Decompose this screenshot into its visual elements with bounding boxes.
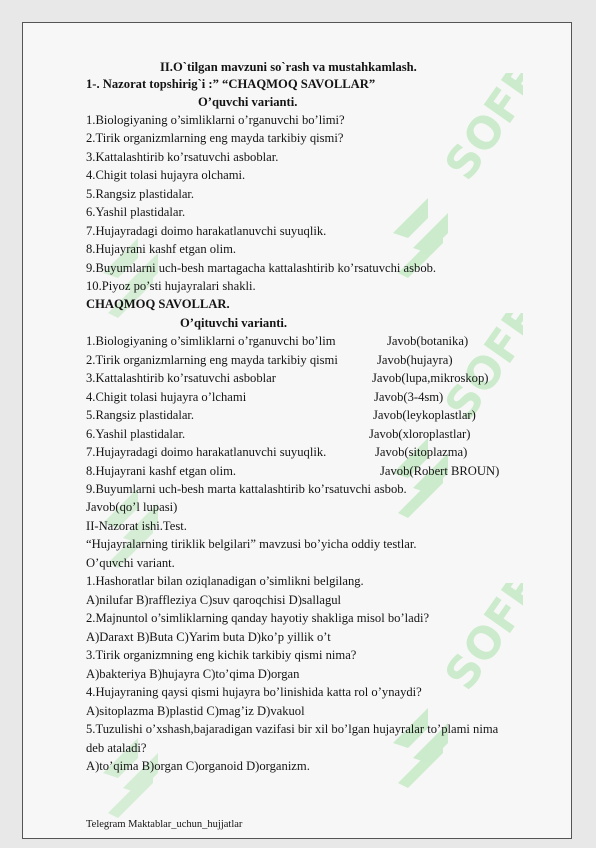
question-line: 7.Hujayradagi doimo harakatlanuvchi suyuqlik. [86,224,327,238]
watermark-logo [373,73,523,313]
footer-text: Telegram Maktablar_uchun_hujjatlar [86,819,243,830]
teacher-question: 8.Hujayrani kashf etgan olim. [86,464,237,478]
question-line: 6.Yashil plastidalar. [86,205,186,219]
test-line: 4.Hujayraning qaysi qismi hujayra bo’linishida katta rol o’ynaydi? [86,685,422,699]
question-line: 3.Kattalashtirib ko’rsatuvchi asboblar. [86,150,279,164]
teacher-answer: Javob(sitoplazma) [375,445,468,459]
test-topic: “Hujayralarning tiriklik belgilari” mavzusi bo’yicha oddiy testlar. [86,537,417,551]
teacher-answer: Javob(botanika) [387,334,469,348]
teacher-answer: Javob(hujayra) [377,353,453,367]
svg-text:SOFF: SOFF [435,313,523,430]
teacher-question: 5.Rangsiz plastidalar. [86,408,195,422]
test-line: A)sitoplazma B)plastid C)mag’iz D)vakuol [86,704,305,718]
question-line: 2.Tirik organizmlarning eng mayda tarkibiy qismi? [86,131,344,145]
test-line: A)Daraxt B)Buta C)Yarim buta D)ko’p yillik o’t [86,630,331,644]
question-line: 4.Chigit tolasi hujayra olchami. [86,168,246,182]
teacher-variant-title: O’qituvchi varianti. [180,316,288,330]
teacher-answer: Javob(3-4sm) [374,390,444,404]
teacher-question: 1.Biologiyaning o’simliklarni o’rganuvchi bo’lim [86,334,336,348]
test-line: 2.Majnuntol o’simliklarning qanday hayotiy shakliga misol bo’ladi? [86,611,430,625]
teacher-answer: Javob(lupa,mikroskop) [372,371,489,385]
teacher-question: 9.Buyumlarni uch-besh marta kattalashtirib ko’rsatuvchi asbob. [86,482,407,496]
question-line: 5.Rangsiz plastidalar. [86,187,195,201]
teacher-answer: Javob(leykoplastlar) [373,408,476,422]
test-line: 3.Tirik organizmning eng kichik tarkibiy qismi nima? [86,648,357,662]
test-line: A)bakteriya B)hujayra C)to’qima D)organ [86,667,300,681]
test-line: 1.Hashoratlar bilan oziqlanadigan o’simlikni belgilang. [86,574,364,588]
test-line: 5.Tuzulishi o’xshash,bajaradigan vazifasi bir xil bo’lgan hujayralar to’plami nima [86,722,499,736]
section-title: II.O`tilgan mavzuni so`rash va mustahkamlash. [160,60,417,74]
test-title: II-Nazorat ishi.Test. [86,519,187,533]
test-line: deb ataladi? [86,741,147,755]
teacher-question: 2.Tirik organizmlarning eng mayda tarkibiy qismi [86,353,338,367]
teacher-answer: Javob(qo’l lupasi) [86,500,178,514]
question-line: 9.Buyumlarni uch-besh martagacha kattalashtirib ko’rsatuvchi asbob. [86,261,437,275]
teacher-question: 6.Yashil plastidalar. [86,427,186,441]
teacher-answer: Javob(xloroplastlar) [369,427,471,441]
test-line: A)nilufar B)raffleziya C)suv qaroqchisi D)sallagul [86,593,342,607]
question-line: 8.Hujayrani kashf etgan olim. [86,242,237,256]
teacher-question: 3.Kattalashtirib ko’rsatuvchi asboblar [86,371,276,385]
teacher-answer: Javob(Robert BROUN) [380,464,500,478]
svg-text:SOFF: SOFF [435,583,523,700]
test-variant: O’quvchi variant. [86,556,175,570]
task1-title: 1-. Nazorat topshirig`i :” “CHAQMOQ SAVOLLAR” [86,77,376,91]
question-line: 1.Biologiyaning o’simliklarni o’rganuvchi bo’limi? [86,113,345,127]
teacher-question: 7.Hujayradagi doimo harakatlanuvchi suyuqlik. [86,445,327,459]
teacher-question: 4.Chigit tolasi hujayra o’lchami [86,390,247,404]
teacher-title: CHAQMOQ SAVOLLAR. [86,297,230,311]
test-line: A)to’qima B)organ C)organoid D)organizm. [86,759,310,773]
svg-text:SOFF: SOFF [435,73,523,190]
student-variant-title: O’quvchi varianti. [198,95,298,109]
question-line: 10.Piyoz po’sti hujayralari shakli. [86,279,256,293]
